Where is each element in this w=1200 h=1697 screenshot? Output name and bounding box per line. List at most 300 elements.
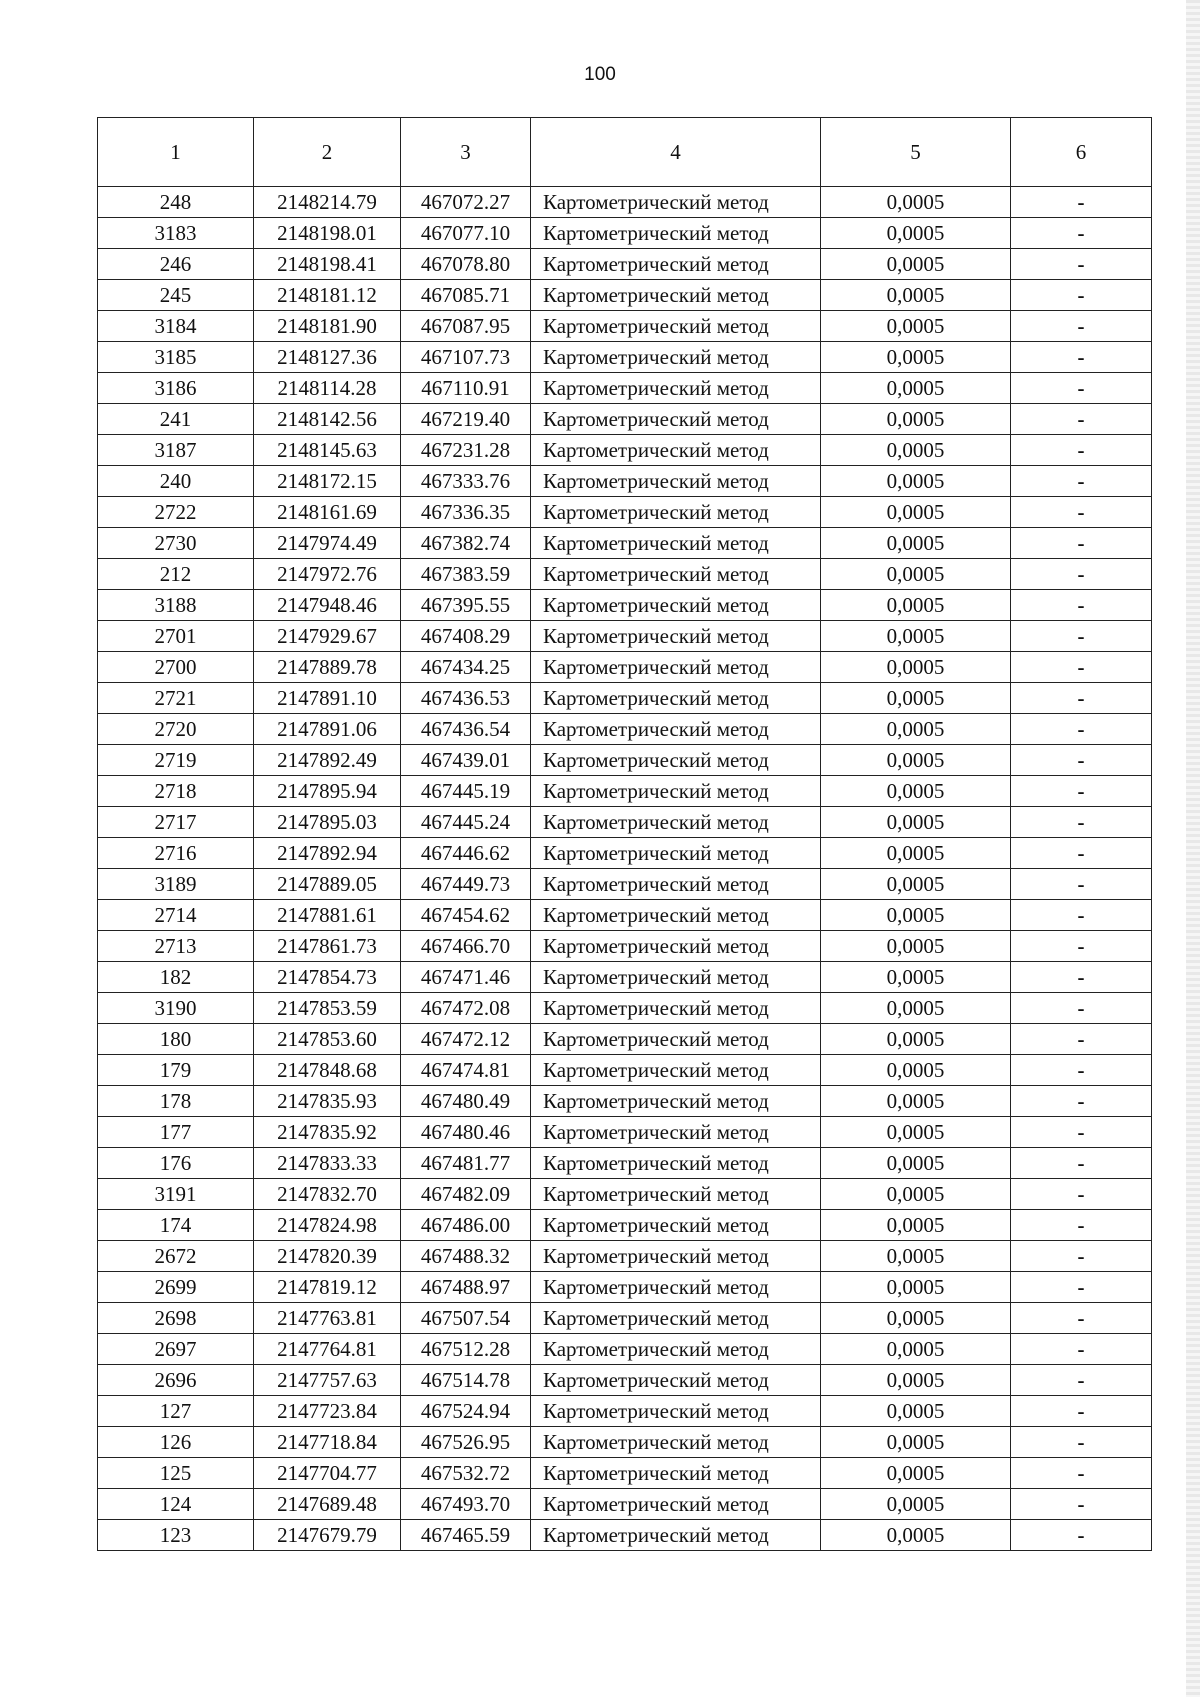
point-number-cell: 2722 — [98, 497, 254, 528]
table-row — [98, 993, 1152, 1024]
x-coordinate-cell: 2148214.79 — [254, 187, 401, 218]
x-coordinate-cell: 2147974.49 — [254, 528, 401, 559]
point-number-cell: 3186 — [98, 373, 254, 404]
y-coordinate-cell: 467512.28 — [401, 1334, 531, 1365]
point-number-cell: 126 — [98, 1427, 254, 1458]
x-coordinate-cell: 2148114.28 — [254, 373, 401, 404]
x-coordinate-cell: 2147929.67 — [254, 621, 401, 652]
x-coordinate-cell: 2148161.69 — [254, 497, 401, 528]
accuracy-cell: 0,0005 — [821, 528, 1011, 559]
note-cell: - — [1011, 993, 1152, 1024]
note-cell: - — [1011, 466, 1152, 497]
accuracy-cell: 0,0005 — [821, 1024, 1011, 1055]
table-row — [98, 311, 1152, 342]
point-number-cell: 180 — [98, 1024, 254, 1055]
method-cell: Картометрический метод — [531, 993, 821, 1024]
scan-edge-strip — [1186, 0, 1200, 1697]
table-row — [98, 621, 1152, 652]
point-number-cell: 2714 — [98, 900, 254, 931]
accuracy-cell: 0,0005 — [821, 373, 1011, 404]
point-number-cell: 246 — [98, 249, 254, 280]
column-header-6: 6 — [1011, 118, 1152, 187]
method-cell: Картометрический метод — [531, 962, 821, 993]
point-number-cell: 240 — [98, 466, 254, 497]
table-row — [98, 466, 1152, 497]
x-coordinate-cell: 2147723.84 — [254, 1396, 401, 1427]
accuracy-cell: 0,0005 — [821, 807, 1011, 838]
table-row — [98, 404, 1152, 435]
point-number-cell: 2720 — [98, 714, 254, 745]
method-cell: Картометрический метод — [531, 714, 821, 745]
x-coordinate-cell: 2147704.77 — [254, 1458, 401, 1489]
table-row — [98, 1520, 1152, 1551]
method-cell: Картометрический метод — [531, 807, 821, 838]
table-row — [98, 745, 1152, 776]
y-coordinate-cell: 467472.12 — [401, 1024, 531, 1055]
method-cell: Картометрический метод — [531, 1148, 821, 1179]
y-coordinate-cell: 467465.59 — [401, 1520, 531, 1551]
x-coordinate-cell: 2147889.05 — [254, 869, 401, 900]
column-header-1: 1 — [98, 118, 254, 187]
page-number: 100 — [584, 64, 616, 85]
table-row — [98, 714, 1152, 745]
point-number-cell: 2718 — [98, 776, 254, 807]
accuracy-cell: 0,0005 — [821, 311, 1011, 342]
table-row — [98, 1179, 1152, 1210]
accuracy-cell: 0,0005 — [821, 1148, 1011, 1179]
x-coordinate-cell: 2147679.79 — [254, 1520, 401, 1551]
method-cell: Картометрический метод — [531, 1458, 821, 1489]
method-cell: Картометрический метод — [531, 745, 821, 776]
accuracy-cell: 0,0005 — [821, 900, 1011, 931]
point-number-cell: 176 — [98, 1148, 254, 1179]
note-cell: - — [1011, 714, 1152, 745]
note-cell: - — [1011, 1427, 1152, 1458]
table-row — [98, 1334, 1152, 1365]
table-row — [98, 900, 1152, 931]
table-row — [98, 652, 1152, 683]
y-coordinate-cell: 467445.24 — [401, 807, 531, 838]
x-coordinate-cell: 2148198.41 — [254, 249, 401, 280]
table-row — [98, 1117, 1152, 1148]
note-cell: - — [1011, 280, 1152, 311]
point-number-cell: 124 — [98, 1489, 254, 1520]
note-cell: - — [1011, 1489, 1152, 1520]
accuracy-cell: 0,0005 — [821, 590, 1011, 621]
x-coordinate-cell: 2147819.12 — [254, 1272, 401, 1303]
method-cell: Картометрический метод — [531, 404, 821, 435]
note-cell: - — [1011, 776, 1152, 807]
accuracy-cell: 0,0005 — [821, 776, 1011, 807]
method-cell: Картометрический метод — [531, 1179, 821, 1210]
y-coordinate-cell: 467087.95 — [401, 311, 531, 342]
table-row — [98, 838, 1152, 869]
accuracy-cell: 0,0005 — [821, 342, 1011, 373]
table-row — [98, 1427, 1152, 1458]
point-number-cell: 2672 — [98, 1241, 254, 1272]
point-number-cell: 3183 — [98, 218, 254, 249]
table-row — [98, 218, 1152, 249]
table-row — [98, 869, 1152, 900]
method-cell: Картометрический метод — [531, 342, 821, 373]
point-number-cell: 178 — [98, 1086, 254, 1117]
method-cell: Картометрический метод — [531, 652, 821, 683]
point-number-cell: 3189 — [98, 869, 254, 900]
x-coordinate-cell: 2147895.03 — [254, 807, 401, 838]
table-row — [98, 590, 1152, 621]
accuracy-cell: 0,0005 — [821, 1117, 1011, 1148]
accuracy-cell: 0,0005 — [821, 187, 1011, 218]
method-cell: Картометрический метод — [531, 466, 821, 497]
y-coordinate-cell: 467481.77 — [401, 1148, 531, 1179]
column-header-4: 4 — [531, 118, 821, 187]
method-cell: Картометрический метод — [531, 776, 821, 807]
method-cell: Картометрический метод — [531, 1334, 821, 1365]
y-coordinate-cell: 467482.09 — [401, 1179, 531, 1210]
note-cell: - — [1011, 1148, 1152, 1179]
method-cell: Картометрический метод — [531, 497, 821, 528]
y-coordinate-cell: 467072.27 — [401, 187, 531, 218]
accuracy-cell: 0,0005 — [821, 280, 1011, 311]
note-cell: - — [1011, 559, 1152, 590]
table-row — [98, 1303, 1152, 1334]
note-cell: - — [1011, 807, 1152, 838]
table-row — [98, 435, 1152, 466]
note-cell: - — [1011, 1210, 1152, 1241]
x-coordinate-cell: 2148198.01 — [254, 218, 401, 249]
point-number-cell: 125 — [98, 1458, 254, 1489]
y-coordinate-cell: 467219.40 — [401, 404, 531, 435]
table-row — [98, 528, 1152, 559]
x-coordinate-cell: 2147853.59 — [254, 993, 401, 1024]
x-coordinate-cell: 2147835.92 — [254, 1117, 401, 1148]
coordinates-table-container — [97, 117, 1151, 1551]
column-header-5: 5 — [821, 118, 1011, 187]
point-number-cell: 2701 — [98, 621, 254, 652]
note-cell: - — [1011, 745, 1152, 776]
x-coordinate-cell: 2147972.76 — [254, 559, 401, 590]
accuracy-cell: 0,0005 — [821, 652, 1011, 683]
x-coordinate-cell: 2147948.46 — [254, 590, 401, 621]
note-cell: - — [1011, 404, 1152, 435]
table-row — [98, 1396, 1152, 1427]
table-row — [98, 559, 1152, 590]
point-number-cell: 123 — [98, 1520, 254, 1551]
method-cell: Картометрический метод — [531, 1272, 821, 1303]
note-cell: - — [1011, 342, 1152, 373]
point-number-cell: 2697 — [98, 1334, 254, 1365]
accuracy-cell: 0,0005 — [821, 404, 1011, 435]
y-coordinate-cell: 467524.94 — [401, 1396, 531, 1427]
accuracy-cell: 0,0005 — [821, 1210, 1011, 1241]
table-row — [98, 373, 1152, 404]
y-coordinate-cell: 467466.70 — [401, 931, 531, 962]
point-number-cell: 2696 — [98, 1365, 254, 1396]
y-coordinate-cell: 467446.62 — [401, 838, 531, 869]
accuracy-cell: 0,0005 — [821, 869, 1011, 900]
y-coordinate-cell: 467507.54 — [401, 1303, 531, 1334]
table-row — [98, 1241, 1152, 1272]
table-body — [98, 187, 1152, 1551]
note-cell: - — [1011, 1303, 1152, 1334]
y-coordinate-cell: 467436.53 — [401, 683, 531, 714]
column-header-2: 2 — [254, 118, 401, 187]
method-cell: Картометрический метод — [531, 1024, 821, 1055]
point-number-cell: 174 — [98, 1210, 254, 1241]
method-cell: Картометрический метод — [531, 1241, 821, 1272]
table-row — [98, 807, 1152, 838]
y-coordinate-cell: 467486.00 — [401, 1210, 531, 1241]
table-row — [98, 1055, 1152, 1086]
point-number-cell: 2730 — [98, 528, 254, 559]
method-cell: Картометрический метод — [531, 187, 821, 218]
point-number-cell: 3190 — [98, 993, 254, 1024]
point-number-cell: 2698 — [98, 1303, 254, 1334]
method-cell: Картометрический метод — [531, 621, 821, 652]
x-coordinate-cell: 2147891.06 — [254, 714, 401, 745]
table-row — [98, 1024, 1152, 1055]
accuracy-cell: 0,0005 — [821, 249, 1011, 280]
y-coordinate-cell: 467231.28 — [401, 435, 531, 466]
point-number-cell: 2700 — [98, 652, 254, 683]
method-cell: Картометрический метод — [531, 249, 821, 280]
x-coordinate-cell: 2147861.73 — [254, 931, 401, 962]
accuracy-cell: 0,0005 — [821, 435, 1011, 466]
accuracy-cell: 0,0005 — [821, 745, 1011, 776]
table-row — [98, 683, 1152, 714]
note-cell: - — [1011, 683, 1152, 714]
method-cell: Картометрический метод — [531, 280, 821, 311]
y-coordinate-cell: 467488.97 — [401, 1272, 531, 1303]
point-number-cell: 3184 — [98, 311, 254, 342]
note-cell: - — [1011, 1179, 1152, 1210]
accuracy-cell: 0,0005 — [821, 1489, 1011, 1520]
y-coordinate-cell: 467395.55 — [401, 590, 531, 621]
note-cell: - — [1011, 900, 1152, 931]
y-coordinate-cell: 467382.74 — [401, 528, 531, 559]
y-coordinate-cell: 467471.46 — [401, 962, 531, 993]
x-coordinate-cell: 2147892.94 — [254, 838, 401, 869]
method-cell: Картометрический метод — [531, 1520, 821, 1551]
y-coordinate-cell: 467449.73 — [401, 869, 531, 900]
accuracy-cell: 0,0005 — [821, 1179, 1011, 1210]
method-cell: Картометрический метод — [531, 1210, 821, 1241]
point-number-cell: 2713 — [98, 931, 254, 962]
note-cell: - — [1011, 1520, 1152, 1551]
point-number-cell: 179 — [98, 1055, 254, 1086]
y-coordinate-cell: 467078.80 — [401, 249, 531, 280]
y-coordinate-cell: 467472.08 — [401, 993, 531, 1024]
note-cell: - — [1011, 590, 1152, 621]
accuracy-cell: 0,0005 — [821, 683, 1011, 714]
x-coordinate-cell: 2148145.63 — [254, 435, 401, 466]
note-cell: - — [1011, 1024, 1152, 1055]
table-row — [98, 497, 1152, 528]
note-cell: - — [1011, 962, 1152, 993]
y-coordinate-cell: 467454.62 — [401, 900, 531, 931]
accuracy-cell: 0,0005 — [821, 1086, 1011, 1117]
table-row — [98, 1148, 1152, 1179]
y-coordinate-cell: 467488.32 — [401, 1241, 531, 1272]
y-coordinate-cell: 467532.72 — [401, 1458, 531, 1489]
method-cell: Картометрический метод — [531, 1055, 821, 1086]
x-coordinate-cell: 2147853.60 — [254, 1024, 401, 1055]
accuracy-cell: 0,0005 — [821, 993, 1011, 1024]
x-coordinate-cell: 2148181.90 — [254, 311, 401, 342]
accuracy-cell: 0,0005 — [821, 838, 1011, 869]
note-cell: - — [1011, 621, 1152, 652]
x-coordinate-cell: 2147820.39 — [254, 1241, 401, 1272]
x-coordinate-cell: 2147757.63 — [254, 1365, 401, 1396]
y-coordinate-cell: 467445.19 — [401, 776, 531, 807]
accuracy-cell: 0,0005 — [821, 1241, 1011, 1272]
y-coordinate-cell: 467474.81 — [401, 1055, 531, 1086]
accuracy-cell: 0,0005 — [821, 497, 1011, 528]
x-coordinate-cell: 2147835.93 — [254, 1086, 401, 1117]
method-cell: Картометрический метод — [531, 1303, 821, 1334]
table-row — [98, 280, 1152, 311]
method-cell: Картометрический метод — [531, 838, 821, 869]
x-coordinate-cell: 2147854.73 — [254, 962, 401, 993]
accuracy-cell: 0,0005 — [821, 714, 1011, 745]
x-coordinate-cell: 2147833.33 — [254, 1148, 401, 1179]
method-cell: Картометрический метод — [531, 683, 821, 714]
note-cell: - — [1011, 435, 1152, 466]
y-coordinate-cell: 467333.76 — [401, 466, 531, 497]
x-coordinate-cell: 2147689.48 — [254, 1489, 401, 1520]
note-cell: - — [1011, 869, 1152, 900]
y-coordinate-cell: 467336.35 — [401, 497, 531, 528]
method-cell: Картометрический метод — [531, 869, 821, 900]
y-coordinate-cell: 467077.10 — [401, 218, 531, 249]
point-number-cell: 2721 — [98, 683, 254, 714]
note-cell: - — [1011, 1365, 1152, 1396]
note-cell: - — [1011, 528, 1152, 559]
method-cell: Картометрический метод — [531, 559, 821, 590]
point-number-cell: 2699 — [98, 1272, 254, 1303]
table-row — [98, 1458, 1152, 1489]
method-cell: Картометрический метод — [531, 311, 821, 342]
x-coordinate-cell: 2147892.49 — [254, 745, 401, 776]
accuracy-cell: 0,0005 — [821, 1272, 1011, 1303]
method-cell: Картометрический метод — [531, 373, 821, 404]
x-coordinate-cell: 2147881.61 — [254, 900, 401, 931]
point-number-cell: 2716 — [98, 838, 254, 869]
x-coordinate-cell: 2148172.15 — [254, 466, 401, 497]
point-number-cell: 182 — [98, 962, 254, 993]
note-cell: - — [1011, 311, 1152, 342]
y-coordinate-cell: 467107.73 — [401, 342, 531, 373]
method-cell: Картометрический метод — [531, 1396, 821, 1427]
x-coordinate-cell: 2147718.84 — [254, 1427, 401, 1458]
point-number-cell: 212 — [98, 559, 254, 590]
x-coordinate-cell: 2147895.94 — [254, 776, 401, 807]
note-cell: - — [1011, 1272, 1152, 1303]
note-cell: - — [1011, 249, 1152, 280]
table-row — [98, 187, 1152, 218]
table-row — [98, 962, 1152, 993]
note-cell: - — [1011, 838, 1152, 869]
x-coordinate-cell: 2148142.56 — [254, 404, 401, 435]
accuracy-cell: 0,0005 — [821, 1365, 1011, 1396]
accuracy-cell: 0,0005 — [821, 931, 1011, 962]
y-coordinate-cell: 467480.49 — [401, 1086, 531, 1117]
table-row — [98, 1489, 1152, 1520]
method-cell: Картометрический метод — [531, 218, 821, 249]
note-cell: - — [1011, 1458, 1152, 1489]
accuracy-cell: 0,0005 — [821, 1427, 1011, 1458]
table-row — [98, 1272, 1152, 1303]
table-row — [98, 342, 1152, 373]
method-cell: Картометрический метод — [531, 590, 821, 621]
table-row — [98, 776, 1152, 807]
accuracy-cell: 0,0005 — [821, 1458, 1011, 1489]
table-header-row — [98, 118, 1152, 187]
y-coordinate-cell: 467434.25 — [401, 652, 531, 683]
accuracy-cell: 0,0005 — [821, 466, 1011, 497]
x-coordinate-cell: 2147824.98 — [254, 1210, 401, 1241]
y-coordinate-cell: 467408.29 — [401, 621, 531, 652]
method-cell: Картометрический метод — [531, 1489, 821, 1520]
note-cell: - — [1011, 497, 1152, 528]
x-coordinate-cell: 2147891.10 — [254, 683, 401, 714]
point-number-cell: 127 — [98, 1396, 254, 1427]
table-row — [98, 249, 1152, 280]
method-cell: Картометрический метод — [531, 1086, 821, 1117]
point-number-cell: 3188 — [98, 590, 254, 621]
note-cell: - — [1011, 1396, 1152, 1427]
table-row — [98, 1086, 1152, 1117]
method-cell: Картометрический метод — [531, 1365, 821, 1396]
note-cell: - — [1011, 1117, 1152, 1148]
note-cell: - — [1011, 652, 1152, 683]
x-coordinate-cell: 2147848.68 — [254, 1055, 401, 1086]
x-coordinate-cell: 2147889.78 — [254, 652, 401, 683]
method-cell: Картометрический метод — [531, 900, 821, 931]
method-cell: Картометрический метод — [531, 1117, 821, 1148]
y-coordinate-cell: 467436.54 — [401, 714, 531, 745]
point-number-cell: 3185 — [98, 342, 254, 373]
point-number-cell: 2717 — [98, 807, 254, 838]
accuracy-cell: 0,0005 — [821, 559, 1011, 590]
note-cell: - — [1011, 373, 1152, 404]
table-row — [98, 1365, 1152, 1396]
note-cell: - — [1011, 1334, 1152, 1365]
x-coordinate-cell: 2147764.81 — [254, 1334, 401, 1365]
method-cell: Картометрический метод — [531, 1427, 821, 1458]
accuracy-cell: 0,0005 — [821, 962, 1011, 993]
accuracy-cell: 0,0005 — [821, 1334, 1011, 1365]
y-coordinate-cell: 467493.70 — [401, 1489, 531, 1520]
y-coordinate-cell: 467514.78 — [401, 1365, 531, 1396]
accuracy-cell: 0,0005 — [821, 1055, 1011, 1086]
coordinates-table — [97, 117, 1152, 1551]
point-number-cell: 241 — [98, 404, 254, 435]
point-number-cell: 245 — [98, 280, 254, 311]
y-coordinate-cell: 467480.46 — [401, 1117, 531, 1148]
method-cell: Картометрический метод — [531, 931, 821, 962]
y-coordinate-cell: 467439.01 — [401, 745, 531, 776]
x-coordinate-cell: 2147832.70 — [254, 1179, 401, 1210]
y-coordinate-cell: 467383.59 — [401, 559, 531, 590]
table-row — [98, 1210, 1152, 1241]
x-coordinate-cell: 2148181.12 — [254, 280, 401, 311]
accuracy-cell: 0,0005 — [821, 621, 1011, 652]
point-number-cell: 3187 — [98, 435, 254, 466]
accuracy-cell: 0,0005 — [821, 218, 1011, 249]
table-row — [98, 931, 1152, 962]
accuracy-cell: 0,0005 — [821, 1303, 1011, 1334]
